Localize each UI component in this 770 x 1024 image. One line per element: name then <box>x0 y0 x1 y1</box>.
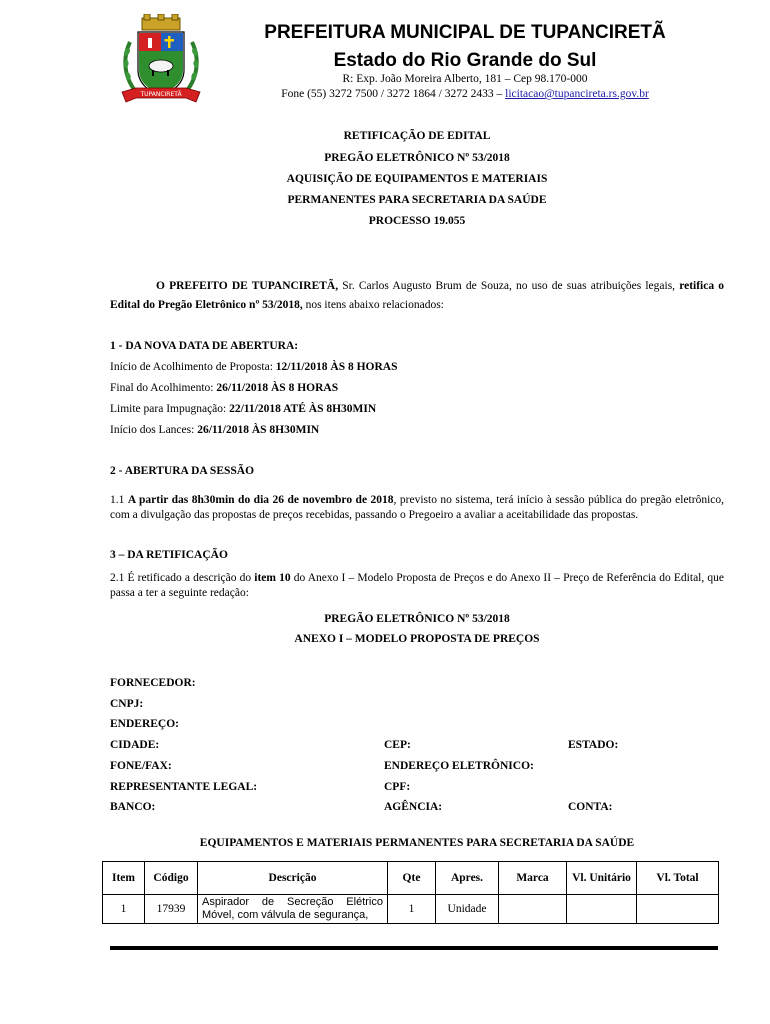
line-label: Início dos Lances: <box>110 424 198 436</box>
doc-title-line-2: PREGÃO ELETRÔNICO Nº 53/2018 <box>324 152 510 164</box>
line-value: 12/11/2018 ÀS 8 HORAS <box>275 361 398 373</box>
doc-title-line-5: PROCESSO 19.055 <box>368 215 466 227</box>
section3-text-2: do Anexo I – Modelo Proposta de Preços e do Anexo II – Preço de Referência do Edital, que passa a ter a seguinte redação: <box>110 572 724 599</box>
doc-title-line-3: AQUISIÇÃO DE EQUIPAMENTOS E MATERIAIS <box>286 173 548 185</box>
field-representante: REPRESENTANTE LEGAL: <box>110 781 258 793</box>
intro-paragraph <box>110 277 724 315</box>
page-bottom-rule <box>110 946 718 950</box>
section2-paragraph <box>110 493 724 523</box>
line-label: Limite para Impugnação: <box>110 403 230 415</box>
header-phones: Fone (55) 3272 7500 / 3272 1864 / 3272 2433 – <box>281 88 506 100</box>
header-subtitle: Estado do Rio Grande do Sul <box>333 50 597 71</box>
intro-text-1: Sr. Carlos Augusto Brum de Souza, no uso de suas atribuições legais, <box>338 280 680 292</box>
col-header-item: Item <box>103 862 145 895</box>
field-endereco-eletronico: ENDEREÇO ELETRÔNICO: <box>384 760 534 772</box>
section2-bold: A partir das 8h30min do dia 26 de novembro de 2018 <box>127 494 394 506</box>
section2-text: , previsto no sistema, terá início à sessão pública do pregão eletrônico, com a divulgação das propostas de preços recebidas, passando o Pregoeiro a avaliar a aceitabilidade das propostas. <box>110 494 725 521</box>
crest-icon <box>116 14 206 110</box>
section1-heading: 1 - DA NOVA DATA DE ABERTURA: <box>110 340 299 352</box>
line-label: Final do Acolhimento: <box>110 382 217 394</box>
col-header-marca: Marca <box>499 862 567 895</box>
annex-title-line-1: PREGÃO ELETRÔNICO Nº 53/2018 <box>324 613 510 625</box>
line-value: 26/11/2018 ÀS 8H30MIN <box>197 424 320 436</box>
doc-title-line-4: PERMANENTES PARA SECRETARIA DA SAÚDE <box>287 194 547 206</box>
line-value: 26/11/2018 ÀS 8 HORAS <box>216 382 339 394</box>
intro-bold-1: O PREFEITO DE TUPANCIRETÃ, <box>156 280 339 292</box>
table-header-row <box>103 862 719 895</box>
doc-title-line-1: RETIFICAÇÃO DE EDITAL <box>343 130 491 142</box>
intro-bold-2: retifica o Edital do Pregão Eletrônico nº 53/2018, <box>110 280 725 311</box>
field-endereco: ENDEREÇO: <box>110 718 180 730</box>
line-value: 22/11/2018 ATÉ ÀS 8H30MIN <box>229 403 377 415</box>
table-title: EQUIPAMENTOS E MATERIAIS PERMANENTES PARA SECRETARIA DA SAÚDE <box>199 837 635 849</box>
field-estado: ESTADO: <box>568 739 619 751</box>
col-header-descricao: Descrição <box>198 862 388 895</box>
header-contacts <box>225 88 705 100</box>
section2-heading: 2 - ABERTURA DA SESSÃO <box>110 465 255 477</box>
section1-line-1 <box>110 361 398 373</box>
section1-line-4 <box>110 424 319 436</box>
header-email-link[interactable]: licitacao@tupancireta.rs.gov.br <box>505 88 649 100</box>
municipal-crest <box>116 14 206 110</box>
cell-marca <box>499 895 567 924</box>
section2-num: 1.1 <box>110 494 128 506</box>
section3-bold: item 10 <box>254 572 291 584</box>
cell-vl-unitario <box>567 895 637 924</box>
col-header-codigo: Código <box>145 862 198 895</box>
header-address: R: Exp. João Moreira Alberto, 181 – Cep 98.170-000 <box>342 73 588 85</box>
section1-line-2 <box>110 382 338 394</box>
field-cpf: CPF: <box>384 781 411 793</box>
section3-text-1: 2.1 É retificado a descrição do <box>110 572 255 584</box>
cell-descricao: Aspirador de Secreção Elétrico Móvel, com válvula de segurança, <box>198 895 388 924</box>
field-agencia: AGÊNCIA: <box>384 801 443 813</box>
field-fone: FONE/FAX: <box>110 760 172 772</box>
items-table <box>102 861 719 924</box>
annex-title-line-2: ANEXO I – MODELO PROPOSTA DE PREÇOS <box>294 633 540 645</box>
field-cep: CEP: <box>384 739 411 751</box>
section3-paragraph <box>110 571 724 601</box>
col-header-vl-unitario: Vl. Unitário <box>567 862 637 895</box>
cell-apres: Unidade <box>436 895 499 924</box>
col-header-vl-total: Vl. Total <box>637 862 719 895</box>
cell-codigo: 17939 <box>145 895 198 924</box>
table-row <box>103 895 719 924</box>
cell-item: 1 <box>103 895 145 924</box>
crest-ribbon-text: TUPANCIRETÃ <box>140 91 182 98</box>
col-header-qte: Qte <box>388 862 436 895</box>
field-cidade: CIDADE: <box>110 739 160 751</box>
field-conta: CONTA: <box>568 801 613 813</box>
intro-text-2: nos itens abaixo relacionados: <box>302 299 444 311</box>
field-banco: BANCO: <box>110 801 156 813</box>
field-cnpj: CNPJ: <box>110 698 144 710</box>
field-fornecedor: FORNECEDOR: <box>110 677 196 689</box>
col-header-apres: Apres. <box>436 862 499 895</box>
cell-qte: 1 <box>388 895 436 924</box>
header-title: PREFEITURA MUNICIPAL DE TUPANCIRETÃ <box>264 22 666 43</box>
section1-line-3 <box>110 403 376 415</box>
cell-vl-total <box>637 895 719 924</box>
section3-heading: 3 – DA RETIFICAÇÃO <box>110 549 228 561</box>
line-label: Início de Acolhimento de Proposta: <box>110 361 276 373</box>
